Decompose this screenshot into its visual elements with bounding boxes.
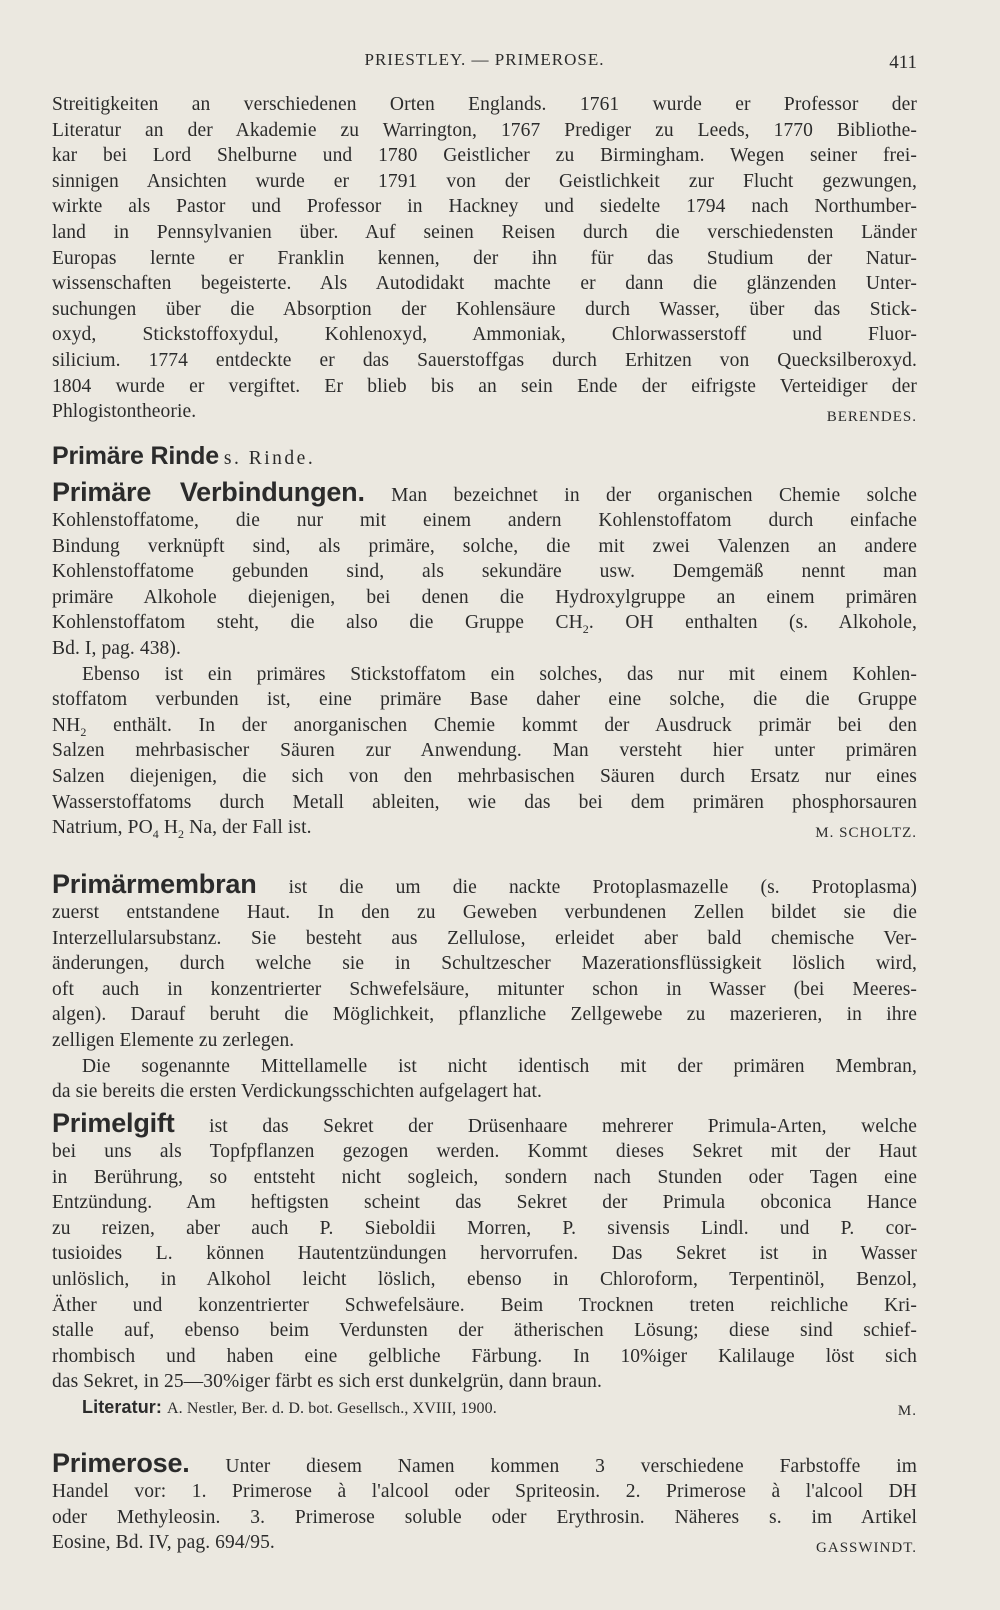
entry-primelgift (52, 1107, 917, 1425)
subscript: 2 (582, 622, 589, 637)
author-signature: M. (897, 1402, 917, 1419)
text-fragment: . OH enthalten (s. Alkohole, (588, 612, 917, 634)
text-line: zuerst entstandene Haut. In den zu Geweben verbundenen Zellen bildet sie die (52, 902, 917, 923)
text-line: zelligen Elemente zu zerlegen. (52, 1029, 295, 1051)
text-line: stoffatom verbunden ist, eine primäre Base daher eine solche, die die Gruppe (52, 689, 917, 711)
text-line: oder Methyleosin. 3. Primerose soluble oder Erythrosin. Näheres s. im Artikel (52, 1506, 917, 1528)
entry-keyword: Primäre Verbindungen. (52, 477, 365, 507)
page-number: 411 (889, 52, 917, 73)
author-signature: M. SCHOLTZ. (815, 825, 917, 842)
text-fragment: Man bezeichnet in der organischen Chemie solche (391, 485, 917, 506)
entry-keyword: Primäre Rinde (52, 442, 219, 470)
text-line: unlöslich, in Alkohol leicht löslich, ebenso in Chloroform, Terpentinöl, Benzol, (52, 1268, 917, 1290)
text-line: Handel vor: 1. Primerose à l'alcool oder Spriteosin. 2. Primerose à l'alcool DH (52, 1481, 917, 1502)
text-fragment: Na, der Fall ist. (184, 817, 312, 839)
text-line (52, 399, 917, 425)
text-line: bei uns als Topfpflanzen gezogen werden. Kommt dieses Sekret mit der Haut (52, 1141, 917, 1162)
text-fragment: ist die um die nackte Protoplasmazelle (s. Protoplasma) (288, 877, 917, 898)
entry-keyword: Primärmembran (52, 869, 257, 899)
text-line: primäre Alkohole diejenigen, bei denen die Hydroxylgruppe an einem primären (52, 586, 917, 608)
text-line (52, 1107, 917, 1139)
literature-line (52, 1395, 917, 1421)
text-line: wirkte als Pastor und Professor in Hackney und siedelte 1794 nach Northumber- (52, 196, 917, 218)
text-line: in Berührung, so entsteht nicht sogleich, sondern nach Stunden oder Tagen eine (52, 1166, 917, 1188)
literature-label: Literatur: (82, 1396, 163, 1417)
text-line: tusioides L. können Hautentzündungen hervorrufen. Das Sekret ist in Wasser (52, 1243, 917, 1265)
entry-primaere-verbindungen (52, 476, 917, 847)
text-line: änderungen, durch welche sie in Schultzescher Mazerationsflüssigkeit löslich wird, (52, 953, 917, 975)
text-line (52, 713, 917, 739)
author-signature: BERENDES. (826, 409, 917, 426)
text-line: suchungen über die Absorption der Kohlensäure durch Wasser, über das Stick- (52, 298, 917, 320)
running-title: PRIESTLEY. — PRIMEROSE. (364, 50, 605, 69)
text-line: Literatur an der Akademie zu Warrington, 1767 Prediger zu Leeds, 1770 Bibliothe- (52, 119, 917, 141)
text-fragment: H (158, 817, 179, 839)
text-line: wissenschaften begeisterte. Als Autodidakt machte er dann die glänzenden Unter- (52, 273, 917, 295)
text-line: land in Pennsylvanien über. Auf seinen Reisen durch die verschiedensten Länder (52, 221, 917, 243)
entry-primaermembran (52, 868, 917, 1105)
text-line (52, 1530, 917, 1556)
text-fragment: Eosine, Bd. IV, pag. 694/95. (52, 1532, 275, 1554)
entry-primerose (52, 1447, 917, 1562)
text-fragment: enthält. In der anorganischen Chemie kommt der Ausdruck primär bei den (86, 714, 917, 736)
subscript: 2 (80, 724, 87, 739)
text-fragment: NH (52, 714, 81, 736)
text-line (52, 610, 917, 636)
author-signature: GASSWINDT. (816, 1540, 917, 1557)
text-line: Entzündung. Am heftigsten scheint das Sekret der Primula obconica Hance (52, 1192, 917, 1214)
text-line: Die sogenannte Mittellamelle ist nicht identisch mit der primären Membran, (82, 1055, 917, 1077)
literature-reference: A. Nestler, Ber. d. D. bot. Gesellsch., XVIII, 1900. (167, 1399, 497, 1417)
entry-keyword: Primerose. (52, 1448, 190, 1478)
subscript: 2 (178, 827, 185, 842)
entry-priestley (52, 92, 917, 431)
text-line: Wasserstoffatoms durch Metall ableiten, wie das bei dem primären phosphorsauren (52, 791, 917, 813)
text-line: Kohlenstoffatome, die nur mit einem andern Kohlenstoffatom durch einfache (52, 510, 917, 531)
cross-reference: s. Rinde. (223, 448, 316, 469)
text-fragment: Unter diesem Namen kommen 3 verschiedene Farbstoffe im (225, 1456, 918, 1477)
text-line (52, 438, 917, 474)
text-line: kar bei Lord Shelburne und 1780 Geistlicher zu Birmingham. Wegen seiner frei- (52, 145, 917, 167)
text-fragment: ist das Sekret der Drüsenhaare mehrerer Primula-Arten, welche (209, 1116, 917, 1137)
text-line: Bindung verknüpft sind, als primäre, solche, die mit zwei Valenzen an andere (52, 535, 917, 557)
text-line: Ebenso ist ein primäres Stickstoffatom ein solches, das nur mit einem Kohlen- (82, 663, 917, 685)
text-line: Salzen diejenigen, die sich von den mehrbasischen Säuren durch Ersatz nur eines (52, 765, 917, 787)
text-line: sinnigen Ansichten wurde er 1791 von der Geistlichkeit zur Flucht gezwungen, (52, 170, 917, 192)
text-line: Kohlenstoffatome gebunden sind, als sekundäre usw. Demgemäß nennt man (52, 561, 917, 583)
text-line: das Sekret, in 25—30%iger färbt es sich erst dunkelgrün, dann braun. (52, 1371, 602, 1393)
text-line: Streitigkeiten an verschiedenen Orten Englands. 1761 wurde er Professor der (52, 94, 917, 115)
text-line: rhombisch und haben eine gelbliche Färbung. In 10%iger Kalilauge löst sich (52, 1345, 917, 1367)
text-line: Bd. I, pag. 438). (52, 637, 181, 659)
text-line: oxyd, Stickstoffoxydul, Kohlenoxyd, Ammoniak, Chlorwasserstoff und Fluor- (52, 324, 917, 346)
page-header (52, 50, 917, 74)
text-line: stalle auf, ebenso beim Verdunsten der ätherischen Lösung; diese sind schief- (52, 1320, 917, 1342)
text-fragment: Kohlenstoffatom steht, die also die Gruppe CH (52, 612, 583, 634)
text-line: 1804 wurde er vergiftet. Er blieb bis an sein Ende der eifrigste Verteidiger der (52, 375, 917, 397)
text-line (52, 868, 917, 900)
text-line: oft auch in konzentrierter Schwefelsäure, mitunter schon in Wasser (bei Meeres- (52, 978, 917, 1000)
text-line (52, 476, 917, 508)
text-line: algen). Darauf beruht die Möglichkeit, pflanzliche Zellgewebe zu mazerieren, in ihre (52, 1004, 917, 1026)
text-line: silicium. 1774 entdeckte er das Sauerstoffgas durch Erhitzen von Quecksilberoxyd. (52, 349, 917, 371)
text-line (52, 1447, 917, 1479)
text-line: Äther und konzentrierter Schwefelsäure. Beim Trocknen treten reichliche Kri- (52, 1294, 917, 1316)
text-line: Europas lernte er Franklin kennen, der ihn für das Studium der Natur- (52, 247, 917, 269)
text-fragment: Phlogistontheorie. (52, 401, 197, 423)
text-fragment: Natrium, PO (52, 817, 153, 839)
text-line (52, 815, 917, 841)
text-line: Salzen mehrbasischer Säuren zur Anwendung. Man versteht hier unter primären (52, 740, 917, 762)
entry-keyword: Primelgift (52, 1108, 175, 1138)
text-line: zu reizen, aber auch P. Sieboldii Morren, P. sivensis Lindl. und P. cor- (52, 1217, 917, 1239)
subscript: 4 (152, 827, 159, 842)
text-line: da sie bereits die ersten Verdickungsschichten aufgelagert hat. (52, 1081, 543, 1103)
text-line: Interzellularsubstanz. Sie besteht aus Zellulose, erleidet aber bald chemische Ver- (52, 927, 917, 949)
entry-primaere-rinde (52, 438, 917, 474)
